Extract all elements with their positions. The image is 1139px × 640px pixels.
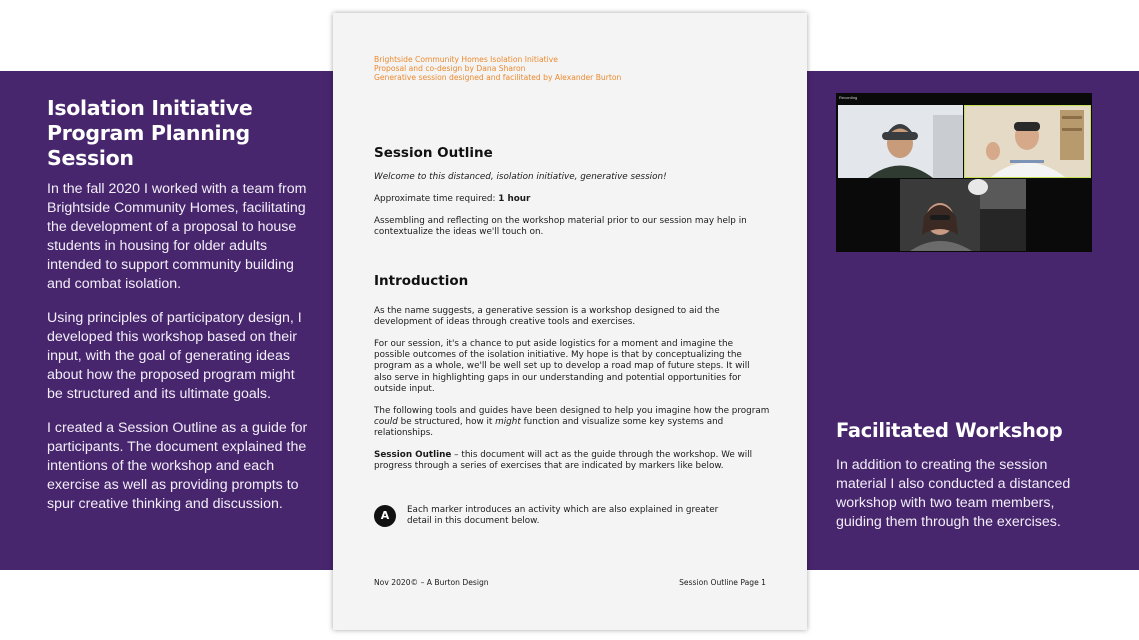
assembling-text: Assembling and reflecting on the workshop material prior to our session may help in contextualize the ideas we'll touch on. [374, 216, 747, 238]
recording-label: Recording [839, 95, 858, 100]
introduction-heading: Introduction [374, 273, 469, 289]
workshop-paragraph: In addition to creating the session material I also conducted a distanced workshop with two team members, guiding them through the exercises. [836, 457, 1071, 530]
activity-marker-a: A [374, 505, 396, 527]
session-outline-document [333, 13, 807, 630]
time-required [374, 194, 770, 205]
participant-tile-2 [964, 105, 1091, 178]
project-title [47, 96, 312, 171]
intro-p4-bold: Session Outline [374, 450, 452, 460]
document-header-line-1: Brightside Community Homes Isolation Initiative [374, 55, 558, 64]
intro-p3-could: could [374, 417, 398, 428]
intro-paragraph-2: For our session, it's a chance to put aside logistics for a moment and imagine the possible outcomes of the isolation initiative. My hope is that by conceptualizing the program as a whole, we'll be well set up to develop a road map of future steps. It will also serve in highlighting gaps in our understanding and potential opportunities for outside input. [374, 339, 750, 394]
intro-paragraph-4 [374, 450, 770, 472]
welcome-text: Welcome to this distanced, isolation initiative, generative session! [374, 172, 667, 182]
project-title-line1: Isolation Initiative [47, 96, 253, 120]
description-paragraph-1: In the fall 2020 I worked with a team from Brightside Community Homes, facilitating the development of a proposal to house students in housing for older adults intended to support community building and combat isolation. [47, 181, 307, 292]
workshop-title: Facilitated Workshop [836, 419, 1063, 442]
video-call-screenshot [836, 93, 1092, 252]
document-footer-left: Nov 2020© – A Burton Design [374, 578, 489, 587]
session-outline-heading: Session Outline [374, 145, 493, 161]
document-header [374, 55, 621, 82]
participant-2-image [965, 106, 1090, 177]
document-header-line-2: Proposal and co-design by Dana Sharon [374, 64, 526, 73]
intro-p3-might: might [495, 417, 521, 428]
marker-explanation: Each marker introduces an activity which are also explained in greater detail in this document below. [407, 505, 719, 527]
intro-p3-part-b: be structured, how it [397, 417, 496, 428]
intro-paragraph-1: As the name suggests, a generative session is a workshop designed to aid the development of ideas through creative tools and exercises. [374, 306, 720, 328]
intro-p3-part-a: The following tools and guides have been designed to help you imagine how the program [374, 406, 770, 416]
intro-p4-rest: – this document will act as the guide through the workshop. We will progress through a series of exercises that are indicated by markers like below. [374, 450, 753, 472]
description-paragraph-3: I created a Session Outline as a guide for participants. The document explained the intentions of the workshop and each exercise as well as providing prompts to spur creative thinking and discussion. [47, 420, 308, 512]
time-required-value: 1 hour [498, 194, 531, 204]
time-required-label: Approximate time required: [374, 194, 499, 204]
project-description [47, 96, 312, 529]
participant-tile-1 [838, 105, 963, 178]
participant-1-image [838, 105, 963, 178]
participant-3-image [900, 179, 1026, 251]
project-title-line2: Program Planning Session [47, 121, 250, 170]
intro-p3-part-c: function and visualize some key systems and relationships. [374, 417, 724, 439]
workshop-description [836, 419, 1098, 532]
intro-paragraph-3 [374, 406, 770, 440]
document-header-line-3: Generative session designed and facilitated by Alexander Burton [374, 73, 622, 82]
participant-tile-3 [900, 179, 1026, 251]
document-footer-right: Session Outline Page 1 [679, 578, 766, 587]
description-paragraph-2: Using principles of participatory design, I developed this workshop based on their input, with the goal of generating ideas about how the proposed program might be structured and its ultimate goals. [47, 310, 302, 402]
